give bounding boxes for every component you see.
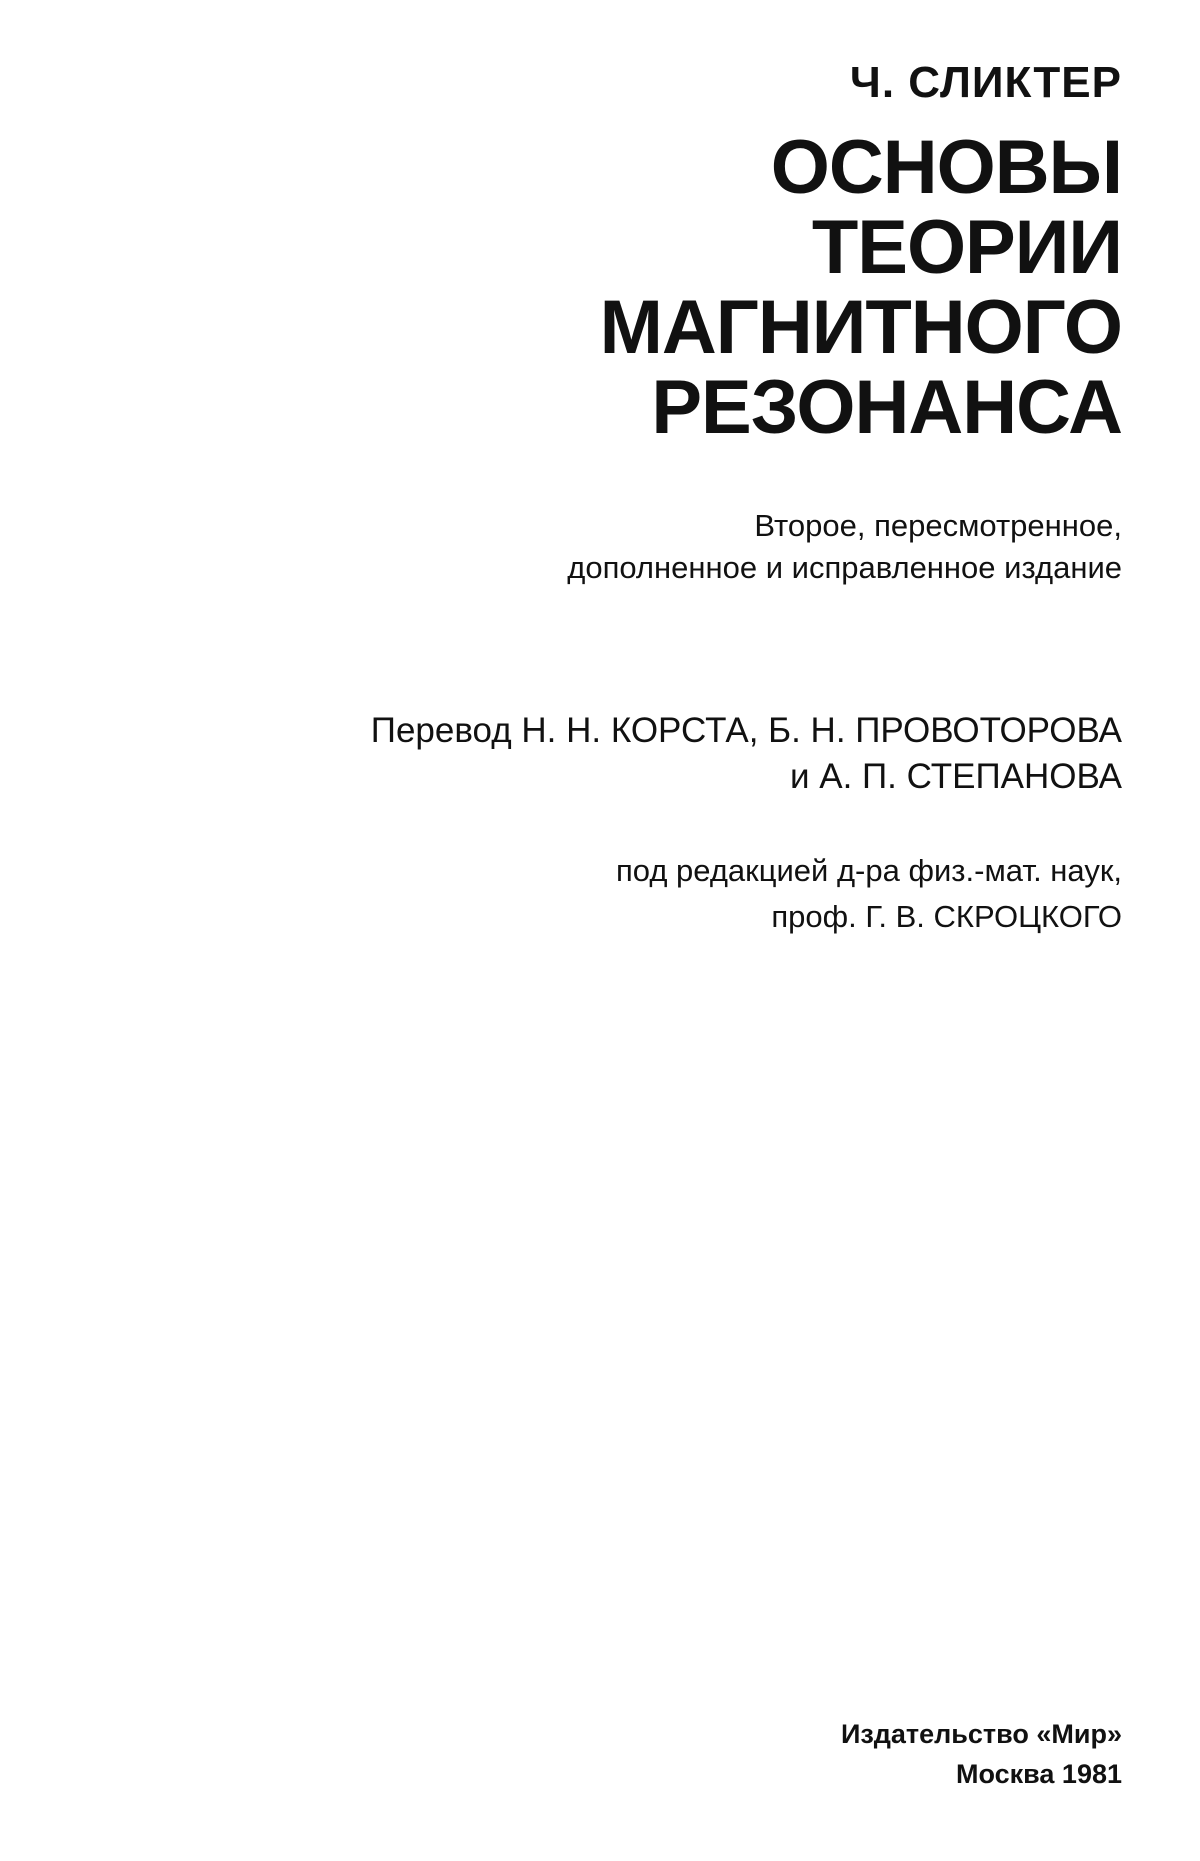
- publisher-name: Издательство «Мир»: [840, 1719, 1122, 1749]
- edition-note: [567, 505, 1122, 589]
- editor-line: проф. Г. В. СКРОЦКОГО: [771, 899, 1122, 934]
- edition-line: дополненное и исправленное издание: [567, 550, 1122, 585]
- editor-credit: [616, 848, 1122, 940]
- author-name: Ч. СЛИКТЕР: [849, 58, 1122, 107]
- book-title-line: РЕЗОНАНСА: [651, 365, 1122, 450]
- book-title: [599, 125, 1122, 450]
- publisher-imprint: [841, 1714, 1122, 1794]
- editor-line: под редакцией д-ра физ.-мат. наук,: [615, 853, 1122, 888]
- publication-place-year: Москва 1981: [956, 1759, 1122, 1789]
- translation-line: и А. П. СТЕПАНОВА: [789, 757, 1122, 796]
- translation-line: Перевод Н. Н. КОРСТА, Б. Н. ПРОВОТОРОВА: [370, 711, 1122, 750]
- translation-credit: [371, 708, 1122, 800]
- edition-line: Второе, пересмотренное,: [754, 508, 1122, 543]
- book-title-line: ОСНОВЫ: [770, 125, 1122, 210]
- book-title-line: МАГНИТНОГО: [599, 285, 1122, 370]
- book-title-line: ТЕОРИИ: [811, 205, 1122, 290]
